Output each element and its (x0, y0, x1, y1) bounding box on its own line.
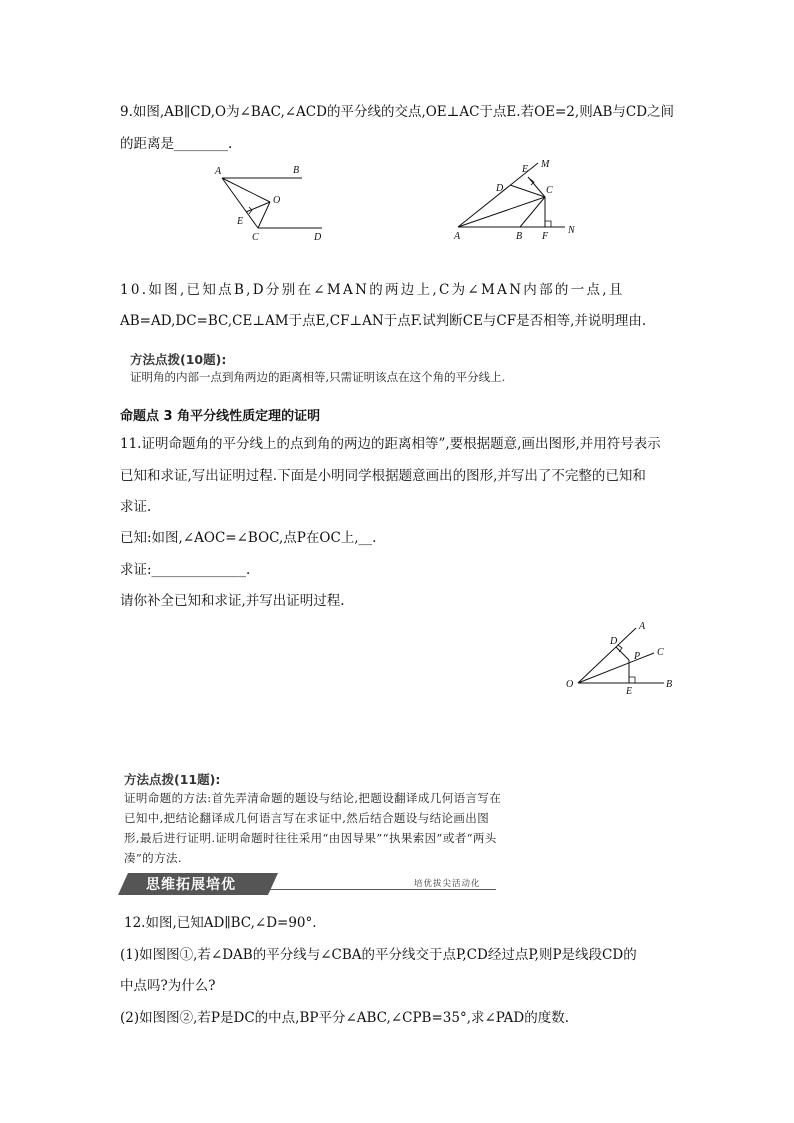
q12-text-line1: 12.如图,已知AD∥BC,∠D=90°. (124, 915, 317, 931)
tip11-line4: 凑”的方法. (124, 851, 182, 865)
q11-label-c: C (657, 647, 664, 658)
q9-right-label-d: D (496, 183, 504, 194)
q9-right-label-n: N (568, 225, 575, 236)
q9-left-label-d: D (314, 232, 322, 243)
q11-label-d: D (610, 636, 618, 647)
q9-left-label-e: E (237, 216, 244, 227)
q12-text-line3: 中点吗?为什么? (120, 978, 216, 994)
q9-right-label-c: C (546, 185, 553, 196)
q12-text-line2: (1)如图图①,若∠DAB的平分线与∠CBA的平分线交于点P,CD经过点P,则P是线段CD的 (120, 947, 637, 963)
banner-title: 思维拓展培优 (146, 877, 236, 893)
tip10-title: 方法点拨(10题): (130, 352, 227, 367)
q12-text-line4: (2)如图图②,若P是DC的中点,BP平分∠ABC,∠CPB=35°,求∠PAD的度数. (120, 1010, 570, 1026)
q11-label-a: A (639, 621, 646, 632)
q11-text-line6: 请你补全已知和求证,并写出证明过程. (120, 593, 345, 609)
q11-text-line2: 已知和求证,写出证明过程.下面是小明同学根据题意画出的图形,并写出了不完整的已知和 (120, 468, 646, 484)
tip11-line3: 形,最后进行证明.证明命题时往往采用“由因导果”“执果索因”或者“两头 (124, 831, 497, 845)
q10-text-line2: AB=AD,DC=BC,CE⊥AM于点E,CF⊥AN于点F.试判断CE与CF是否相等,并说明理由. (120, 313, 647, 329)
q9-left-label-a: A (215, 166, 222, 177)
q11-label-b: B (666, 679, 673, 690)
q10-text-line1: 10.如图,已知点B,D分别在∠MAN的两边上,C为∠MAN内部的一点,且 (120, 282, 625, 298)
q11-label-p: P (634, 651, 641, 662)
q11-label-e: E (626, 686, 633, 695)
q9-left-label-c: C (252, 232, 259, 243)
q9-right-label-b: B (516, 231, 523, 242)
q9-text-line2: 的距离是________. (120, 136, 233, 152)
banner-rule (268, 889, 496, 890)
q9-right-label-a: A (454, 231, 461, 242)
q11-text-line3: 求证. (120, 499, 152, 515)
q9-right-label-f: F (542, 231, 549, 242)
q11-text-line1: 11.证明命题角的平分线上的点到角的两边的距离相等”,要根据题意,画出图形,并用符号表示 (120, 436, 661, 452)
tip10-text: 证明角的内部一点到角两边的距离相等,只需证明该点在这个角的平分线上. (130, 370, 506, 384)
q9-figure-right (450, 155, 590, 243)
tip11-title: 方法点拨(11题): (124, 772, 221, 787)
q9-right-label-m: M (541, 159, 550, 170)
q9-figure-left (210, 160, 340, 245)
q9-left-label-b: B (293, 165, 300, 176)
q11-figure (562, 615, 692, 695)
q9-right-label-e: E (522, 164, 529, 175)
q11-text-line5: 求证:______________. (120, 562, 251, 578)
tip11-line1: 证明命题的方法:首先弄清命题的题设与结论,把题设翻译成几何语言写在 (124, 791, 502, 805)
tip11-line2: 已知中,把结论翻译成几何语言写在求证中,然后结合题设与结论画出图 (124, 811, 490, 825)
q11-text-line4: 已知:如图,∠AOC=∠BOC,点P在OC上,__. (120, 530, 377, 546)
q11-label-o: O (566, 679, 574, 690)
q9-left-label-o: O (273, 195, 281, 206)
section-banner (118, 873, 496, 895)
section3-title: 命题点 3 角平分线性质定理的证明 (120, 409, 321, 424)
banner-subtitle: 培优拔尖活动化 (414, 879, 481, 889)
q9-text-line1: 9.如图,AB∥CD,O为∠BAC,∠ACD的平分线的交点,OE⊥AC于点E.若OE=2,则AB与CD之间 (120, 104, 675, 120)
